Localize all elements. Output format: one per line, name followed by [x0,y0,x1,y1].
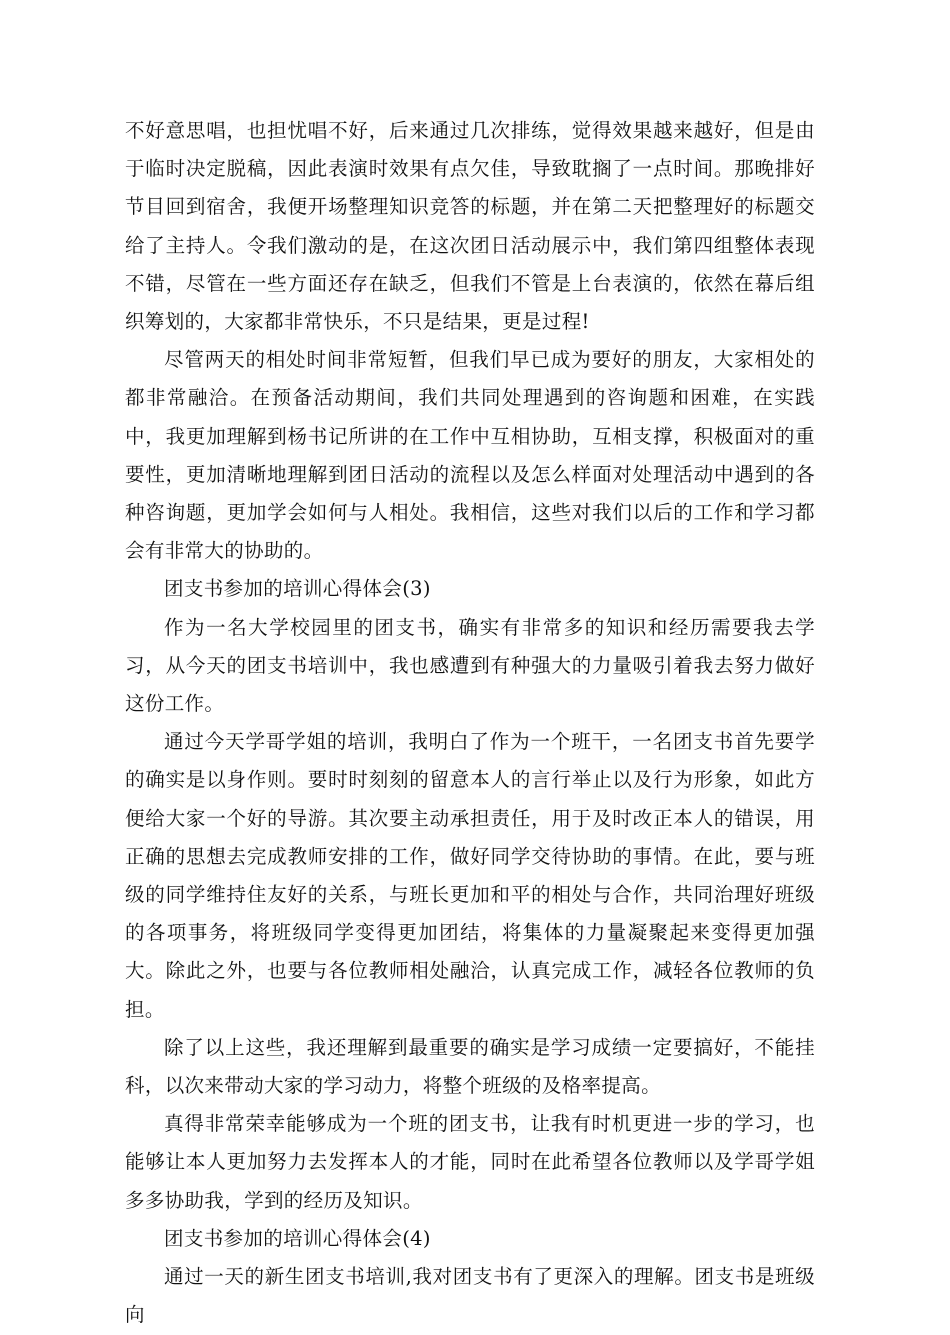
paragraph-continuation: 不好意思唱，也担忧唱不好，后来通过几次排练，觉得效果越来越好，但是由于临时决定脱稿，因此表演时效果有点欠佳，导致耽搁了一点时间。那晚排好节目回到宿舍，我便开场整理知识竞答的标题，并在第二天把整理好的标题交给了主持人。令我们激动的是，在这次团日活动展示中，我们第四组整体表现不错，尽管在一些方面还存在缺乏，但我们不管是上台表演的，依然在幕后组织筹划的，大家都非常快乐，不只是结果，更是过程! [125,119,815,334]
paragraph: 真得非常荣幸能够成为一个班的团支书，让我有时机更进一步的学习，也能够让本人更加努力去发挥本人的才能，同时在此希望各位教师以及学哥学姐多多协助我，学到的经历及知识。 [125,1112,815,1212]
document-body [125,112,815,1335]
section-heading: 团支书参加的培训心得体会(4) [164,1226,431,1250]
paragraph: 通过今天学哥学姐的培训，我明白了作为一个班干，一名团支书首先要学的确实是以身作则。要时时刻刻的留意本人的言行举止以及行为形象，如此方便给大家一个好的导游。其次要主动承担责任，用于及时改正本人的错误，用正确的思想去完成教师安排的工作，做好同学交待协助的事情。在此，要与班级的同学维持住友好的关系，与班长更加和平的相处与合作，共同治理好班级的各项事务，将班级同学变得更加团结，将集体的力量凝聚起来变得更加强大。除此之外，也要与各位教师相处融洽，认真完成工作，减轻各位教师的负担。 [125,730,815,1021]
paragraph: 通过一天的新生团支书培训,我对团支书有了更深入的理解。团支书是班级向 [125,1265,815,1327]
paragraph: 尽管两天的相处时间非常短暂，但我们早已成为要好的朋友，大家相处的都非常融洽。在预备活动期间，我们共同处理遇到的咨询题和困难，在实践中，我更加理解到杨书记所讲的在工作中互相协助，互相支撑，积极面对的重要性，更加清晰地理解到团日活动的流程以及怎么样面对处理活动中遇到的各种咨询题，更加学会如何与人相处。我相信，这些对我们以后的工作和学习都会有非常大的协助的。 [125,348,815,563]
section-heading: 团支书参加的培训心得体会(3) [164,577,431,601]
paragraph: 作为一名大学校园里的团支书，确实有非常多的知识和经历需要我去学习，从今天的团支书培训中，我也感遭到有种强大的力量吸引着我去努力做好这份工作。 [125,615,815,716]
paragraph: 除了以上这些，我还理解到最重要的确实是学习成绩一定要搞好，不能挂科，以次来带动大家的学习动力，将整个班级的及格率提高。 [125,1035,815,1098]
